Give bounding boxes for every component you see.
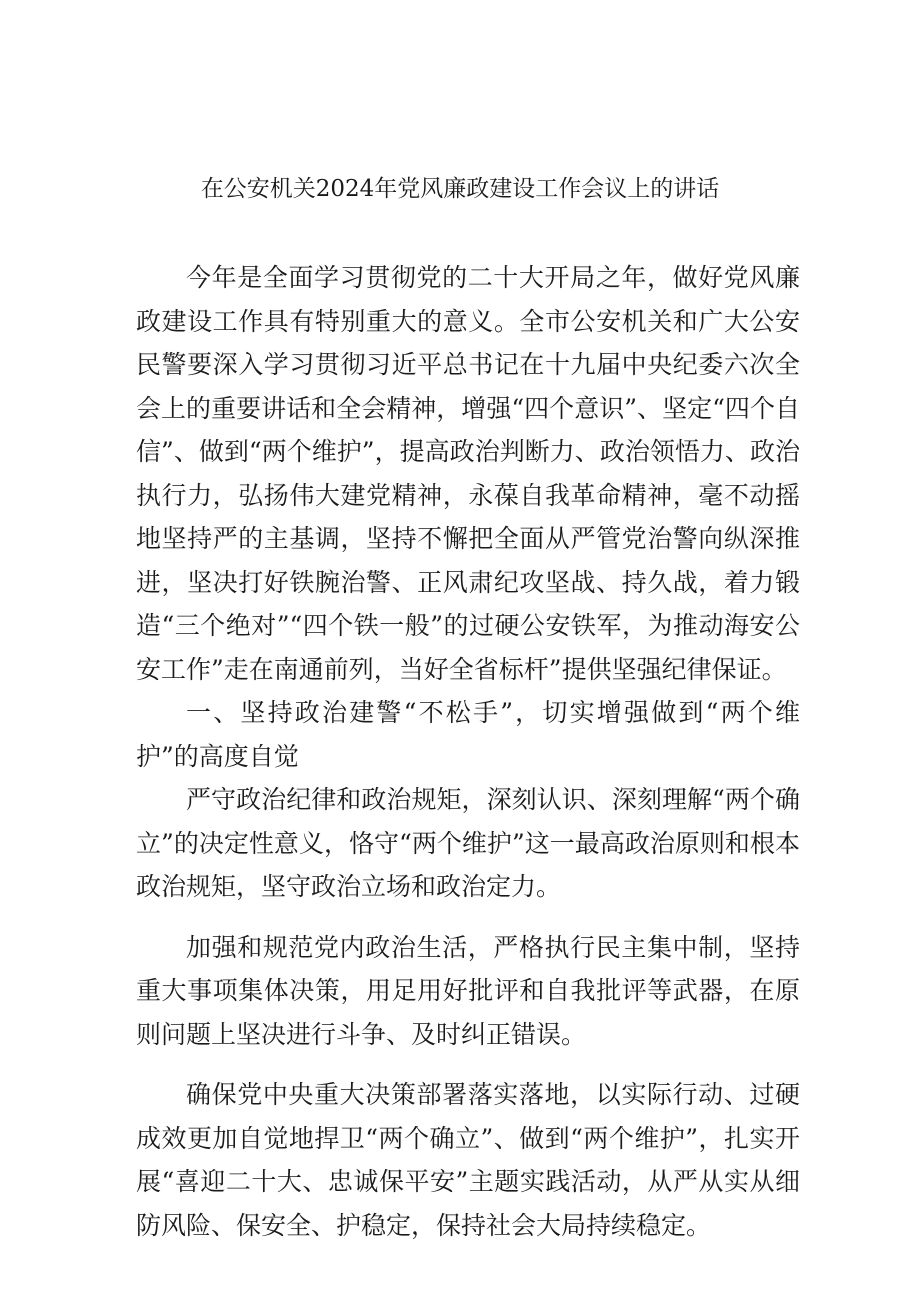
paragraph-intro: 今年是全面学习贯彻党的二十大开局之年，做好党风廉政建设工作具有特别重大的意义。全市公安机关和广大公安民警要深入学习贯彻习近平总书记在十九届中央纪委六次全会上的重要讲话和全会精神，增强“四个意识”、坚定“四个自信”、做到“两个维护”，提高政治判断力、政治领悟力、政治执行力，弘扬伟大建党精神，永葆自我革命精神，毫不动摇地坚持严的主基调，坚持不懈把全面从严管党治警向纵深推进，坚决打好铁腕治警、正风肃纪攻坚战、持久战，着力锻造“三个绝对”“四个铁一般”的过硬公安铁军，为推动海安公安工作”走在南通前列，当好全省标杆”提供坚强纪律保证。 bbox=[136, 263, 800, 684]
paragraph-political-discipline: 严守政治纪律和政治规矩，深刻认识、深刻理解“两个确立”的决定性意义，恪守“两个维护”这一最高政治原则和根本政治规矩，坚守政治立场和政治定力。 bbox=[136, 785, 800, 901]
paragraph-implementation: 确保党中央重大决策部署落实落地，以实际行动、过硬成效更加自觉地捍卫“两个确立”、做到“两个维护”，扎实开展“喜迎二十大、忠诚保平安”主题实践活动，从严从实从细防风险、保安全、护稳定，保持社会大局持续稳定。 bbox=[136, 1080, 800, 1240]
document-title: 在公安机关2024年党风廉政建设工作会议上的讲话 bbox=[200, 176, 720, 202]
paragraph-party-life: 加强和规范党内政治生活，严格执行民主集中制，坚持重大事项集体决策，用足用好批评和自我批评等武器，在原则问题上坚决进行斗争、及时纠正错误。 bbox=[136, 932, 800, 1049]
document-body bbox=[136, 256, 800, 1247]
section-heading-1: 一、坚持政治建警“不松手”，切实增强做到“两个维护”的高度自觉 bbox=[136, 698, 800, 771]
